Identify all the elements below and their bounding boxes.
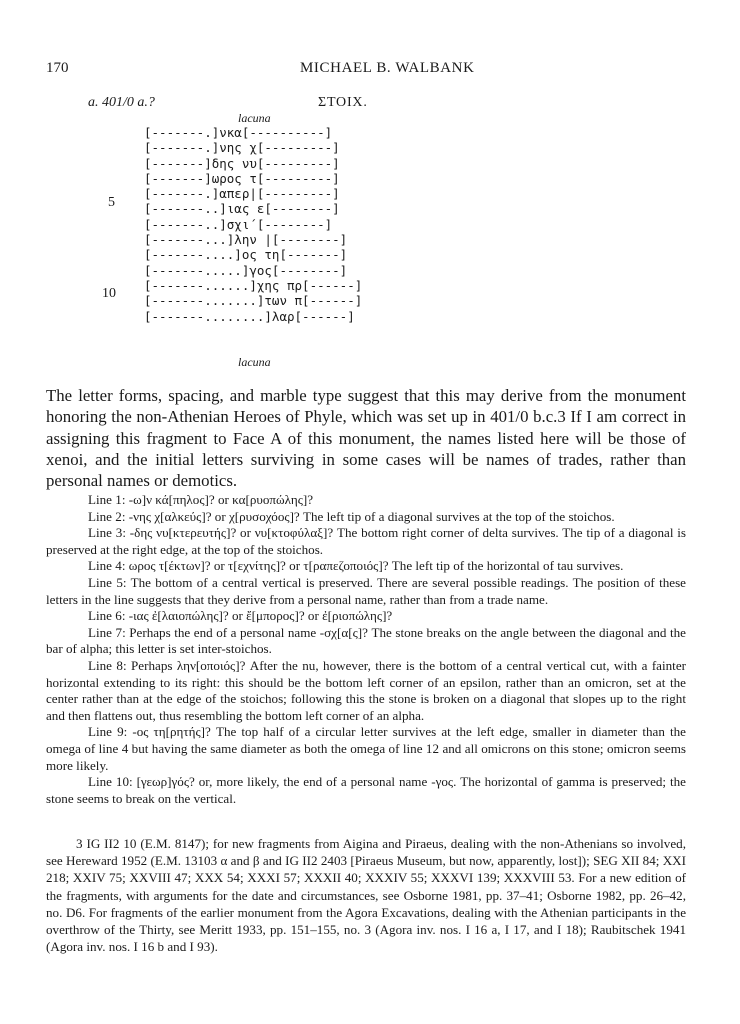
inscription-line: [-------.]νκα[----------]	[144, 125, 333, 140]
inscription-line: [-------.]απερ|[---------]	[144, 186, 340, 202]
inscription-line: [-------..]σχι´[--------]	[144, 216, 333, 232]
line-note: Line 8: Perhaps λην[οποιός]? After the nu, however, there is the bottom of a central vertical cut, with a fainter horizontal extending to its right: this should be the bottom left corner of an epsilon, rather than an omicron, set at the center rather than at the edge of the stoichos; following this the stone is broken on a diagonal that slopes up to the right and then flattens out, thus resembling the bottom left corner of an alpha.	[46, 657, 686, 723]
line-note: Line 9: -ος τη[ρητής]? The top half of a circular letter survives at the left edge, smaller in diameter than the omega of line 4 but having the same diameter as both the omega of line 12 and all omicrons on this stone; omicron seems more likely.	[46, 724, 686, 773]
footnote-3: 3 IG II2 10 (E.M. 8147); for new fragments from Aigina and Piraeus, dealing with the non-Athenians so involved, see Hereward 1952 (E.M. 13103 α and β and IG II2 2403 [Piraeus Museum, but now, apparently, lost]); SEG XII 84; XXI 218; XXIV 75; XXVIII 47; XXX 54; XXXI 57; XXXII 40; XXXIV 55; XXXVI 139; XXXVIII 53. For a new edition of the fragments, with arguments for the date and circumstances, see Osborne 1981, pp. 37–41; Osborne 1982, pp. 26–42, no. D6. For fragments of the earlier monument from the Agora Excavations, dealing with the Athenian participants in the overthrow of the Thirty, see Meritt 1933, pp. 151–155, no. 3 (Agora inv. nos. I 16 a, I 17, and I 18); Raubitschek 1941 (Agora inv. nos. I 16 b and I 93).	[46, 836, 686, 955]
inscription-date: a. 401/0 a.?	[88, 95, 155, 110]
line-number-10: 10	[102, 286, 116, 301]
lacuna-bottom: lacuna	[238, 355, 271, 369]
inscription-line: [-------.]νης χ[---------]	[144, 140, 340, 156]
inscription-line: [-------.......]των π[------]	[144, 293, 363, 309]
line-note: Line 6: -ιας ἐ[λαιοπώλης]? or ἔ[μπορος]? or ἐ[ριοπώλης]?	[88, 608, 393, 624]
line-note: Line 4: ωρος τ[έκτων]? or τ[εχνίτης]? or τ[ραπεζοποιός]? The left tip of the horizontal of tau survives.	[88, 558, 624, 574]
inscription-line: [-------]ωρος τ[---------]	[144, 170, 340, 186]
line-note: Line 2: -νης χ[αλκεύς]? or χ[ρυσοχόος]? The left tip of a diagonal survives at the top of the stoichos.	[88, 508, 615, 524]
inscription-line: [-------......]χης πρ[------]	[144, 277, 363, 293]
inscription-line: [-------.....]γος[--------]	[144, 262, 348, 278]
stoichedon-label: ΣΤΟΙΧ.	[318, 95, 368, 110]
line-note: Line 10: [γεωρ]γός? or, more likely, the end of a personal name -γος. The horizontal of gamma is preserved; the stone seems to break on the vertical.	[46, 774, 686, 806]
line-note: Line 7: Perhaps the end of a personal name -σχ[α[ς]? The stone breaks on the angle between the diagonal and the bar of alpha; this letter is set inter-stoichos.	[46, 624, 686, 657]
line-notes	[46, 492, 686, 807]
page-number: 170	[46, 60, 69, 76]
inscription-line: [-------..]ιας ε[--------]	[144, 201, 340, 217]
line-note: Line 5: The bottom of a central vertical is preserved. There are several possible readings. The position of these letters in the line suggests that they derive from a personal name, rather than from a trade name.	[46, 574, 686, 607]
inscription-line: [-------....]ος τη[-------]	[144, 247, 348, 263]
line-number-5: 5	[108, 195, 115, 210]
inscription-line: [-------]δης νυ[---------]	[144, 155, 340, 171]
line-note: Line 3: -δης νυ[κτερευτής]? or νυ[κτοφύλαξ]? The bottom right corner of delta survives. The tip of a diagonal is preserved at the right edge, at the top of the stoichos.	[46, 525, 686, 557]
running-head: MICHAEL B. WALBANK	[300, 60, 475, 76]
inscription-text	[144, 125, 362, 324]
commentary-paragraph: The letter forms, spacing, and marble type suggest that this may derive from the monument honoring the non-Athenian Heroes of Phyle, which was set up in 401/0 b.c.3 If I am correct in assigning this fragment to Face A of this monument, the names listed here will be those of xenoi, and the initial letters surviving in some cases will be names of trades, rather than personal names or demotics.	[46, 386, 686, 491]
inscription-line: [-------........]λαρ[------]	[144, 308, 355, 324]
lacuna-top: lacuna	[238, 111, 271, 125]
line-note: Line 1: -ω]ν κά[πηλος]? or κα[ρυοπώλης]?	[88, 492, 314, 507]
inscription-line: [-------...]λην |[--------]	[144, 232, 348, 248]
